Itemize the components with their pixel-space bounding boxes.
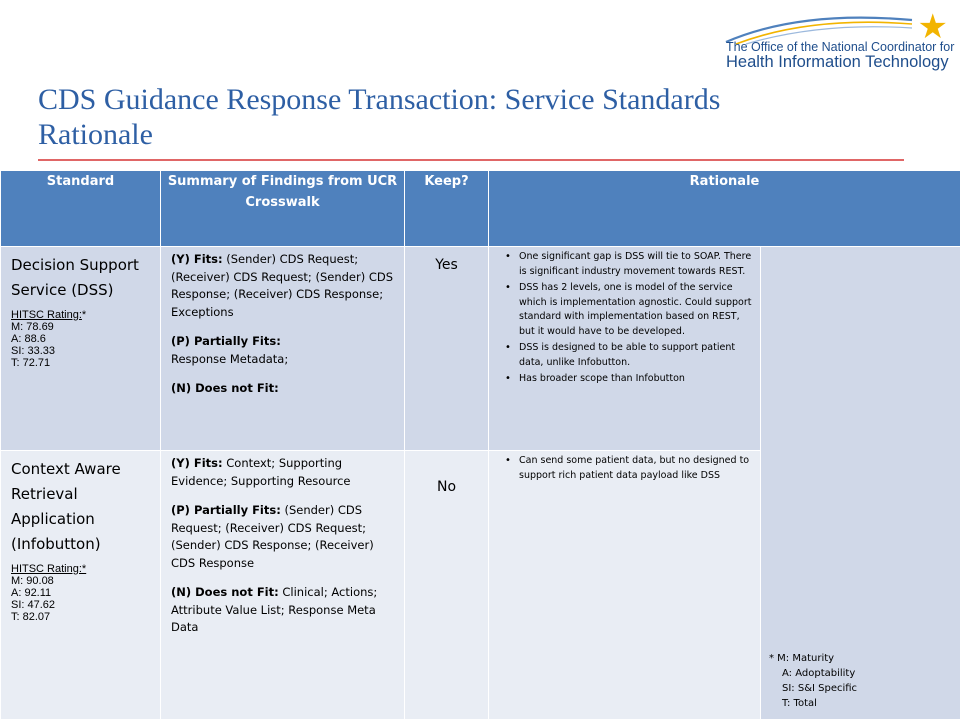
rating-si: SI: 33.33	[11, 345, 56, 357]
fits-value: Context; Supporting Evidence; Supporting Resource	[171, 456, 351, 488]
logo-star-icon: ★	[917, 8, 948, 46]
rating-m: M: 78.69	[11, 321, 54, 333]
standard-cell	[1, 247, 161, 451]
logo-text-line1: The Office of the National Coordinator for	[726, 40, 955, 54]
rating-t: T: 72.71	[11, 357, 51, 369]
rationale-list	[489, 451, 760, 483]
rating-m: M: 90.08	[11, 575, 54, 587]
rating-label: HITSC Rating:	[11, 309, 82, 321]
key-total: T: Total	[782, 698, 817, 709]
fits-value: (Sender) CDS Request; (Receiver) CDS Request; (Sender) CDS Response; (Receiver) CDS Response; Exceptions	[171, 252, 394, 319]
logo-text-line2: Health Information Technology	[726, 53, 949, 71]
partial-text	[171, 502, 398, 572]
partial-label: (P) Partially Fits:	[171, 503, 281, 517]
rating-si: SI: 47.62	[11, 599, 56, 611]
partial-label: (P) Partially Fits:	[171, 334, 281, 348]
table-header-row	[1, 171, 960, 247]
summary-cell	[161, 451, 405, 720]
key-adoptability: A: Adoptability	[782, 668, 856, 679]
fits-text	[171, 455, 398, 490]
summary-cell	[161, 247, 405, 451]
notfit-label: (N) Does not Fit:	[171, 585, 279, 599]
rating-key-cell	[761, 247, 960, 720]
standard-cell	[1, 451, 161, 720]
header-standard: Standard	[1, 171, 161, 247]
fits-label: (Y) Fits:	[171, 252, 223, 266]
rating-label: HITSC Rating:*	[11, 563, 87, 575]
page-title: CDS Guidance Response Transaction: Service Standards Rationale	[38, 83, 721, 151]
notes-cell	[489, 247, 761, 451]
list-item: • Can send some patient data, but no designed to support rich patient data payload like DSS	[505, 454, 752, 483]
notfit-text	[171, 584, 398, 637]
header-keep: Keep?	[405, 171, 489, 247]
list-item: • DSS has 2 levels, one is model of the service which is implementation agnostic. Could support standard with implementation based on REST, but it would have to be developed.	[505, 281, 752, 339]
fits-label: (Y) Fits:	[171, 456, 223, 470]
onc-logo	[680, 8, 955, 71]
fits-text	[171, 251, 398, 321]
hitsc-rating	[1, 557, 160, 623]
list-item: • DSS is designed to be able to support patient data, unlike Infobutton.	[505, 341, 752, 370]
header-summary: Summary of Findings from UCR Crosswalk	[161, 171, 405, 247]
notfit-label: (N) Does not Fit:	[171, 381, 279, 395]
rating-a: A: 88.6	[11, 333, 46, 345]
key-si-specific: SI: S&I Specific	[782, 683, 858, 694]
list-item: • One significant gap is DSS will tie to SOAP. There is significant industry movement towards REST.	[505, 250, 752, 279]
key-maturity: * M: Maturity	[769, 653, 835, 664]
partial-value: (Sender) CDS Request; (Receiver) CDS Request; (Sender) CDS Response; (Receiver) CDS Response	[171, 503, 374, 570]
list-item: • Has broader scope than Infobutton	[505, 372, 752, 387]
hitsc-rating	[1, 303, 160, 369]
title-divider	[38, 159, 904, 161]
keep-cell	[405, 247, 489, 451]
notfit-value: Clinical; Actions; Attribute Value List; Response Meta Data	[171, 585, 378, 634]
notes-cell	[489, 451, 761, 720]
partial-text	[171, 333, 398, 368]
rating-t: T: 82.07	[11, 611, 51, 623]
standards-table	[0, 170, 960, 720]
rating-mark: *	[81, 309, 87, 321]
rationale-list	[489, 247, 760, 387]
standard-name: Context Aware Retrieval Application (Infobutton)	[11, 460, 121, 553]
keep-cell	[405, 451, 489, 720]
notfit-text	[171, 380, 398, 398]
keep-value: Yes	[435, 257, 458, 273]
rating-a: A: 92.11	[11, 587, 52, 599]
header-rationale: Rationale	[489, 171, 960, 247]
table-row	[1, 247, 960, 451]
standard-name: Decision Support Service (DSS)	[11, 256, 139, 299]
rating-key	[769, 651, 952, 711]
partial-value: Response Metadata;	[171, 351, 289, 366]
keep-value: No	[436, 479, 457, 495]
